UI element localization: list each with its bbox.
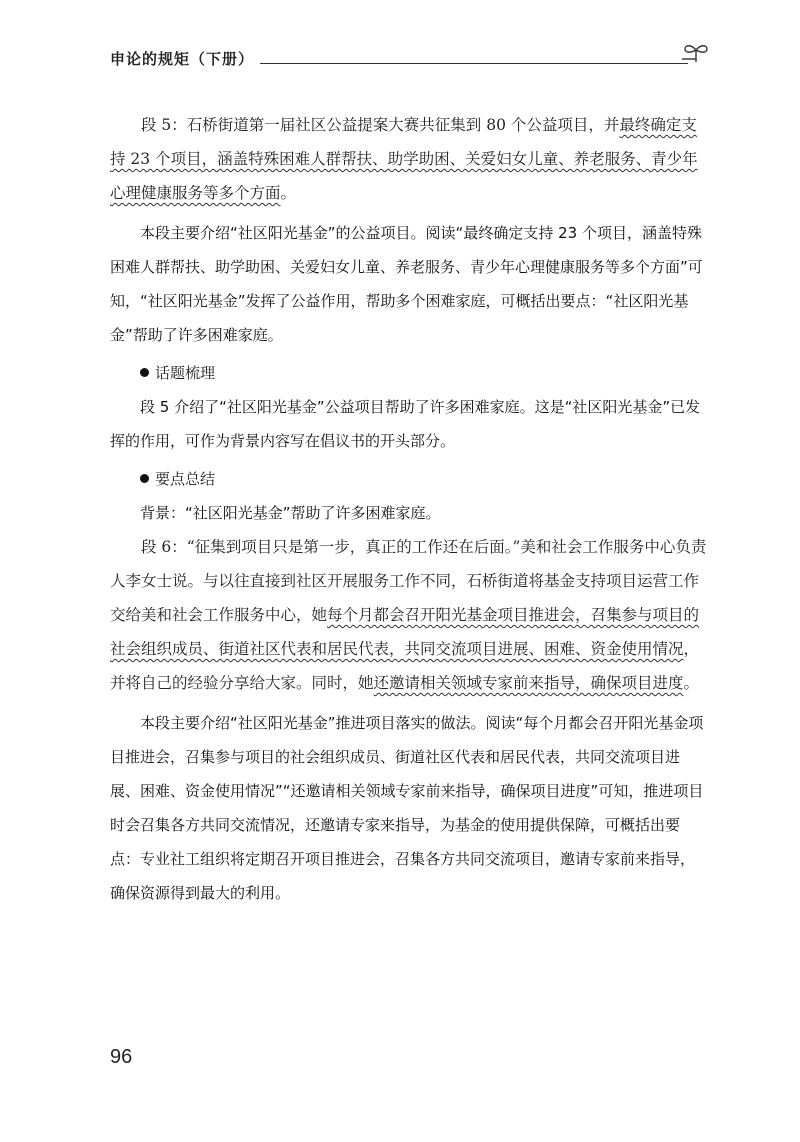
underlined-key-phrase: 还邀请相关领域专家前来指导，确保项目进度 [373, 674, 684, 692]
paragraph-6-analysis: 本段主要介绍“社区阳光基金”推进项目落实的做法。阅读“每个月都会召开阳光基金项目推进会，召集参与项目的社会组织成员、街道社区代表和居民代表，共同交流项目进展、困难、资金使用情况”“还邀请相关领域专家前来指导，确保项目进度”可知，推进项目时会召集各方共同交流情况，还邀请专家来指导，为基金的使用提供保障，可概括出要点：专业社工组织将定期召开项目推进会，召集各方共同交流项目，邀请专家前来指导，确保资源得到最大的利用。 [110, 714, 704, 902]
topic-heading-label: 话题梳理 [155, 364, 216, 382]
bullet-dot-icon [140, 474, 149, 483]
summary-heading [110, 462, 708, 496]
sprout-icon [682, 40, 710, 64]
book-title: 申论的规矩（下册） [110, 50, 255, 68]
underlined-key-phrase: 最终确定支持 23 个项目，涵盖特殊困难人群帮扶、助学助困、关爱妇女儿童、养老服务、青少年心理健康服务等多个方面 [110, 116, 698, 202]
page-number: 96 [110, 1046, 133, 1068]
summary-text: 背景：“社区阳光基金”帮助了许多困难家庭。 [140, 504, 441, 522]
running-header [110, 44, 710, 74]
paragraph-6-original [110, 530, 708, 700]
bullet-dot-icon [140, 368, 149, 377]
topic-heading [110, 356, 708, 390]
topic-text: 段 5 介绍了“社区阳光基金”公益项目帮助了许多困难家庭。这是“社区阳光基金”已发挥的作用，可作为背景内容写在倡议书的开头部分。 [110, 398, 701, 450]
text-run: 段 5：石桥街道第一届社区公益提案大赛共征集到 80 个公益项目，并 [141, 116, 620, 134]
paragraph-5-original [110, 108, 708, 210]
summary-heading-label: 要点总结 [155, 470, 216, 488]
page-body [110, 108, 708, 910]
text-run: ，并将自己的经验分享给大家。同时，她 [110, 640, 700, 692]
underlined-key-phrase: 每个月都会召开阳光基金项目推进会，召集参与项目的社会组织成员、街道社区代表和居民代表，共同交流项目进展、困难、资金使用情况 [110, 606, 700, 658]
text-run: 。 [280, 184, 297, 202]
header-rule [260, 63, 688, 64]
text-run: 段 6：“征集到项目只是第一步，真正的工作还在后面。”美和社会工作服务中心负责人李女士说。与以往直接到社区开展服务工作不同，石桥街道将基金支持项目运营工作交给美和社会工作服务中心，她 [110, 538, 707, 624]
paragraph-5-analysis: 本段主要介绍“社区阳光基金”的公益项目。阅读“最终确定支持 23 个项目，涵盖特殊困难人群帮扶、助学助困、关爱妇女儿童、养老服务、青少年心理健康服务等多个方面”可知，“社区阳光基金”发挥了公益作用，帮助多个困难家庭，可概括出要点：“社区阳光基金”帮助了许多困难家庭。 [110, 224, 703, 344]
text-run: 。 [683, 674, 700, 692]
